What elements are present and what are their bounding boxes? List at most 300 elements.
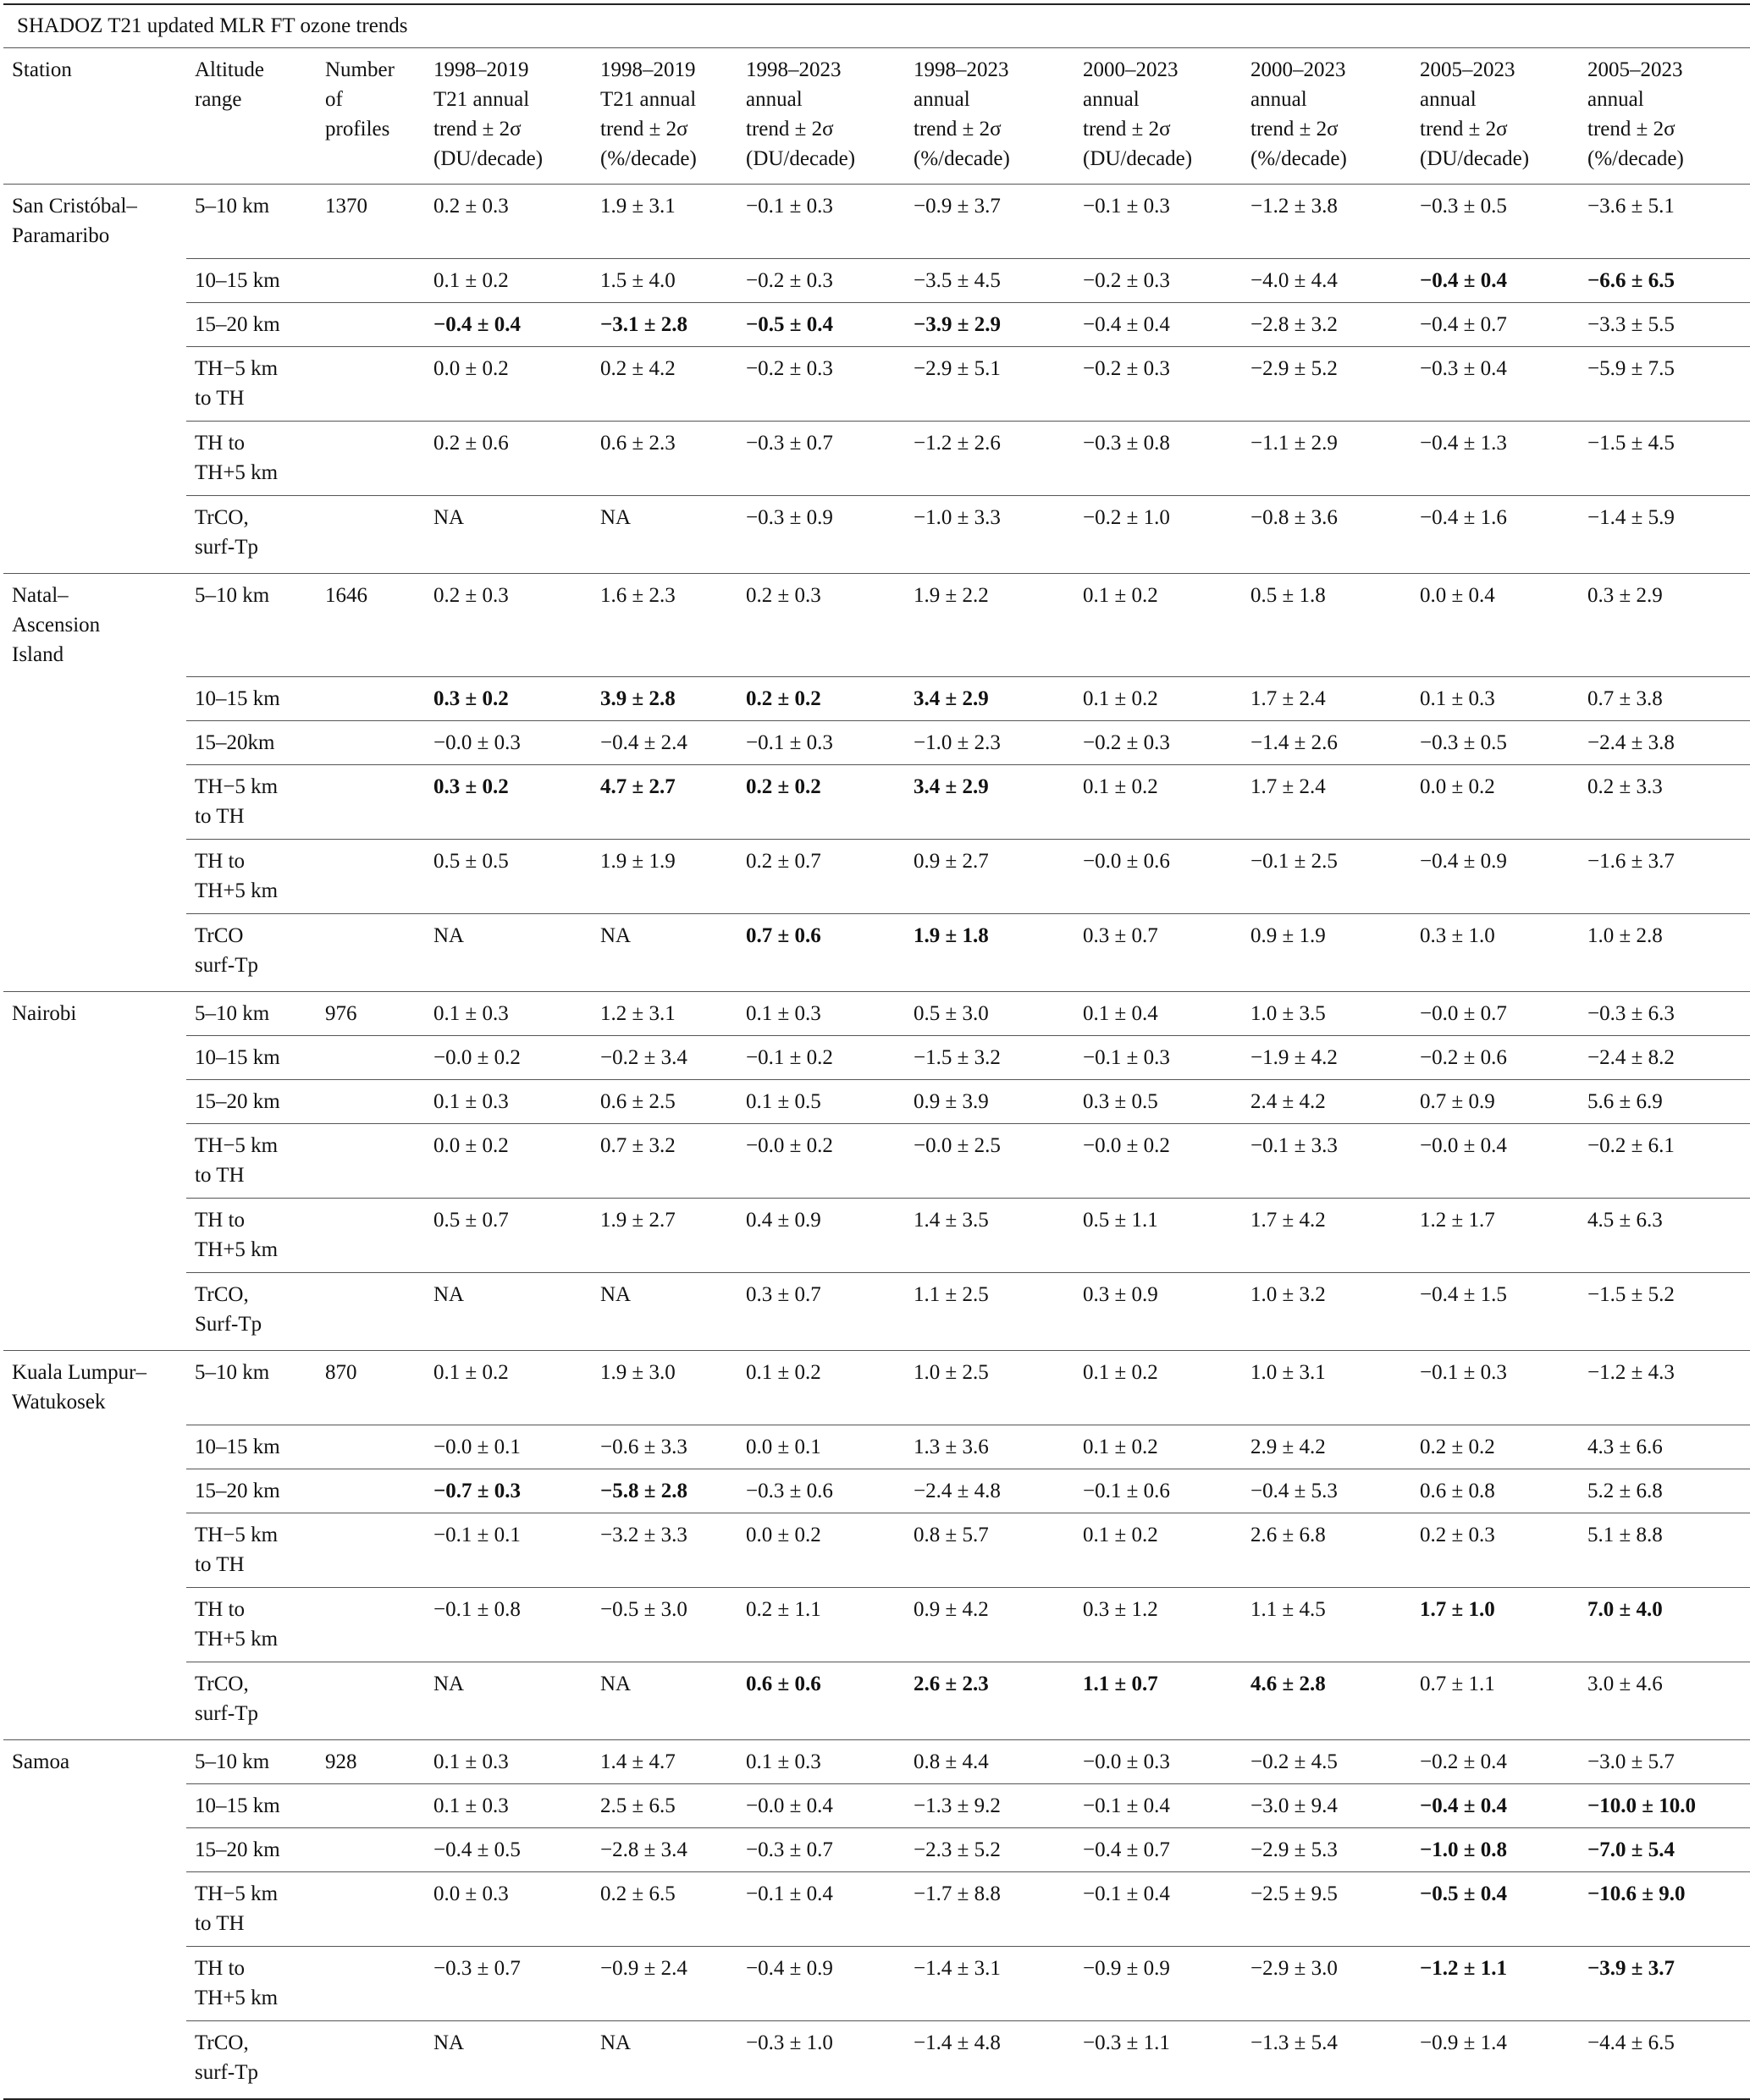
trend-value: −5.8 ± 2.8: [592, 1469, 737, 1513]
trend-value: 2.4 ± 4.2: [1242, 1080, 1411, 1124]
trend-value: −3.0 ± 9.4: [1242, 1784, 1411, 1828]
trend-value: 0.5 ± 1.1: [1074, 1199, 1242, 1273]
trend-value: −0.4 ± 0.9: [737, 1947, 905, 2021]
trend-value: 1.0 ± 2.8: [1579, 914, 1750, 992]
altitude-range: 5–10 km: [186, 574, 317, 677]
altitude-range: TH−5 km to TH: [186, 347, 317, 422]
altitude-range: TrCO surf-Tp: [186, 914, 317, 992]
trend-value: −1.7 ± 8.8: [905, 1872, 1074, 1947]
trend-value: 0.0 ± 0.2: [737, 1513, 905, 1588]
trend-value: NA: [425, 914, 592, 992]
trend-value: −1.4 ± 3.1: [905, 1947, 1074, 2021]
trend-value: −0.0 ± 0.2: [425, 1036, 592, 1080]
trend-value: 0.1 ± 0.2: [1074, 677, 1242, 721]
trend-value: 0.1 ± 0.3: [737, 1740, 905, 1784]
table-row: [3, 1273, 1750, 1351]
station-name: Natal– Ascension Island: [3, 574, 186, 992]
table-page: [3, 3, 1750, 2100]
table-row: [3, 496, 1750, 574]
trend-value: −0.4 ± 0.4: [1074, 303, 1242, 347]
station-name: Samoa: [3, 1740, 186, 2099]
trend-value: 1.0 ± 2.5: [905, 1351, 1074, 1425]
trend-value: −0.8 ± 3.6: [1242, 496, 1411, 574]
trend-value: 3.4 ± 2.9: [905, 677, 1074, 721]
trend-value: −3.9 ± 3.7: [1579, 1947, 1750, 2021]
profile-count: [317, 2021, 425, 2099]
trend-value: NA: [592, 496, 737, 574]
trend-value: 0.6 ± 0.8: [1411, 1469, 1579, 1513]
trend-value: −0.4 ± 1.6: [1411, 496, 1579, 574]
altitude-range: 5–10 km: [186, 1740, 317, 1784]
trend-value: 1.1 ± 2.5: [905, 1273, 1074, 1351]
table-row: [3, 721, 1750, 765]
trend-value: 1.9 ± 3.0: [592, 1351, 737, 1425]
trend-value: −0.3 ± 6.3: [1579, 992, 1750, 1036]
trend-value: 0.2 ± 0.2: [1411, 1425, 1579, 1469]
trend-value: −2.9 ± 5.1: [905, 347, 1074, 422]
table-row: [3, 1124, 1750, 1199]
trend-value: 5.2 ± 6.8: [1579, 1469, 1750, 1513]
profile-count: [317, 259, 425, 303]
trend-value: −0.0 ± 0.4: [1411, 1124, 1579, 1199]
trend-value: 0.2 ± 0.7: [737, 840, 905, 914]
trend-value: 0.3 ± 2.9: [1579, 574, 1750, 677]
trend-value: −0.2 ± 3.4: [592, 1036, 737, 1080]
trend-value: 1.2 ± 3.1: [592, 992, 737, 1036]
trend-value: 1.6 ± 2.3: [592, 574, 737, 677]
trend-value: 2.5 ± 6.5: [592, 1784, 737, 1828]
trend-value: 0.9 ± 4.2: [905, 1588, 1074, 1662]
trend-value: −10.6 ± 9.0: [1579, 1872, 1750, 1947]
profile-count: 870: [317, 1351, 425, 1425]
trend-value: −2.4 ± 3.8: [1579, 721, 1750, 765]
trend-value: −0.3 ± 0.7: [737, 422, 905, 496]
trend-value: 0.0 ± 0.2: [425, 1124, 592, 1199]
trend-value: −0.1 ± 0.1: [425, 1513, 592, 1588]
trend-value: 3.9 ± 2.8: [592, 677, 737, 721]
trend-value: 0.7 ± 0.9: [1411, 1080, 1579, 1124]
trend-value: 0.1 ± 0.3: [425, 1740, 592, 1784]
profile-count: [317, 721, 425, 765]
table-row: [3, 574, 1750, 677]
altitude-range: 15–20 km: [186, 1469, 317, 1513]
table-body: [3, 185, 1750, 2099]
trend-value: −2.9 ± 3.0: [1242, 1947, 1411, 2021]
trend-value: 0.6 ± 2.5: [592, 1080, 737, 1124]
trend-value: 1.2 ± 1.7: [1411, 1199, 1579, 1273]
trend-value: 1.1 ± 0.7: [1074, 1662, 1242, 1740]
trend-value: 0.1 ± 0.2: [1074, 574, 1242, 677]
profile-count: [317, 1273, 425, 1351]
table-row: [3, 2021, 1750, 2099]
trend-value: −0.0 ± 2.5: [905, 1124, 1074, 1199]
profile-count: [317, 914, 425, 992]
trend-value: 3.4 ± 2.9: [905, 765, 1074, 840]
trend-value: −1.2 ± 1.1: [1411, 1947, 1579, 2021]
trend-value: −2.3 ± 5.2: [905, 1828, 1074, 1872]
trend-value: 0.2 ± 0.6: [425, 422, 592, 496]
altitude-range: TH−5 km to TH: [186, 1872, 317, 1947]
trend-value: 0.3 ± 0.7: [737, 1273, 905, 1351]
table-row: [3, 1080, 1750, 1124]
trend-value: 0.5 ± 0.7: [425, 1199, 592, 1273]
trend-value: −1.4 ± 4.8: [905, 2021, 1074, 2099]
trend-value: −6.6 ± 6.5: [1579, 259, 1750, 303]
trend-value: 0.3 ± 0.9: [1074, 1273, 1242, 1351]
trend-value: −0.6 ± 3.3: [592, 1425, 737, 1469]
trend-value: 0.1 ± 0.2: [737, 1351, 905, 1425]
trend-value: −7.0 ± 5.4: [1579, 1828, 1750, 1872]
trend-value: 0.9 ± 2.7: [905, 840, 1074, 914]
trend-value: −3.0 ± 5.7: [1579, 1740, 1750, 1784]
trend-value: −0.3 ± 0.6: [737, 1469, 905, 1513]
altitude-range: 15–20km: [186, 721, 317, 765]
table-row: [3, 303, 1750, 347]
trend-value: −10.0 ± 10.0: [1579, 1784, 1750, 1828]
trend-value: 0.2 ± 0.2: [737, 765, 905, 840]
trend-value: −0.1 ± 0.2: [737, 1036, 905, 1080]
trend-value: 0.3 ± 0.2: [425, 677, 592, 721]
profile-count: [317, 1872, 425, 1947]
trend-value: −0.2 ± 0.3: [737, 259, 905, 303]
trend-value: −0.1 ± 0.3: [1411, 1351, 1579, 1425]
altitude-range: TrCO, surf-Tp: [186, 2021, 317, 2099]
trend-value: −0.2 ± 0.3: [737, 347, 905, 422]
trend-value: 2.9 ± 4.2: [1242, 1425, 1411, 1469]
trend-value: −0.9 ± 1.4: [1411, 2021, 1579, 2099]
table-row: [3, 1588, 1750, 1662]
altitude-range: TH to TH+5 km: [186, 422, 317, 496]
trend-value: −0.4 ± 5.3: [1242, 1469, 1411, 1513]
trend-value: −0.2 ± 6.1: [1579, 1124, 1750, 1199]
trend-value: −0.0 ± 0.6: [1074, 840, 1242, 914]
trend-value: −3.5 ± 4.5: [905, 259, 1074, 303]
profile-count: 1370: [317, 185, 425, 259]
trend-value: −0.3 ± 1.1: [1074, 2021, 1242, 2099]
trend-value: NA: [592, 914, 737, 992]
trend-value: −1.2 ± 2.6: [905, 422, 1074, 496]
trend-value: 0.8 ± 5.7: [905, 1513, 1074, 1588]
trend-value: −4.0 ± 4.4: [1242, 259, 1411, 303]
trend-value: 0.0 ± 0.4: [1411, 574, 1579, 677]
trend-value: −1.4 ± 5.9: [1579, 496, 1750, 574]
trend-value: 2.6 ± 2.3: [905, 1662, 1074, 1740]
profile-count: [317, 677, 425, 721]
station-name: Nairobi: [3, 992, 186, 1351]
profile-count: [317, 765, 425, 840]
trend-value: −2.8 ± 3.2: [1242, 303, 1411, 347]
altitude-range: TH to TH+5 km: [186, 1199, 317, 1273]
trend-value: 0.2 ± 0.3: [737, 574, 905, 677]
trend-value: 4.7 ± 2.7: [592, 765, 737, 840]
table-row: [3, 1036, 1750, 1080]
trend-value: −0.0 ± 0.2: [1074, 1124, 1242, 1199]
profile-count: [317, 1947, 425, 2021]
trend-value: 2.6 ± 6.8: [1242, 1513, 1411, 1588]
trend-value: −0.3 ± 0.7: [737, 1828, 905, 1872]
trend-value: NA: [425, 2021, 592, 2099]
column-header: 2000–2023 annual trend ± 2σ (DU/decade): [1074, 48, 1242, 185]
altitude-range: TH to TH+5 km: [186, 1947, 317, 2021]
trend-value: 0.6 ± 2.3: [592, 422, 737, 496]
trend-value: 1.5 ± 4.0: [592, 259, 737, 303]
altitude-range: TH to TH+5 km: [186, 840, 317, 914]
trend-value: 0.3 ± 0.2: [425, 765, 592, 840]
column-header: Altitude range: [186, 48, 317, 185]
column-header: 2005–2023 annual trend ± 2σ (DU/decade): [1411, 48, 1579, 185]
trend-value: −2.9 ± 5.3: [1242, 1828, 1411, 1872]
trend-value: 0.2 ± 0.3: [425, 574, 592, 677]
column-header: 2005–2023 annual trend ± 2σ (%/decade): [1579, 48, 1750, 185]
altitude-range: 15–20 km: [186, 1828, 317, 1872]
trend-value: −1.0 ± 2.3: [905, 721, 1074, 765]
trend-value: 0.3 ± 0.7: [1074, 914, 1242, 992]
trend-value: −0.3 ± 0.7: [425, 1947, 592, 2021]
altitude-range: TH−5 km to TH: [186, 765, 317, 840]
trend-value: −1.6 ± 3.7: [1579, 840, 1750, 914]
altitude-range: 10–15 km: [186, 677, 317, 721]
trend-value: −0.4 ± 1.3: [1411, 422, 1579, 496]
trend-value: 0.1 ± 0.2: [425, 259, 592, 303]
trend-value: 0.3 ± 1.0: [1411, 914, 1579, 992]
profile-count: [317, 1080, 425, 1124]
profile-count: [317, 347, 425, 422]
altitude-range: TrCO, surf-Tp: [186, 1662, 317, 1740]
trend-value: −0.1 ± 0.3: [737, 185, 905, 259]
trend-value: 0.1 ± 0.2: [425, 1351, 592, 1425]
trend-value: −0.2 ± 0.3: [1074, 259, 1242, 303]
trend-value: −0.3 ± 0.5: [1411, 721, 1579, 765]
trend-value: 0.2 ± 3.3: [1579, 765, 1750, 840]
altitude-range: TH−5 km to TH: [186, 1124, 317, 1199]
station-name: Kuala Lumpur– Watukosek: [3, 1351, 186, 1740]
altitude-range: 15–20 km: [186, 303, 317, 347]
trend-value: 1.7 ± 4.2: [1242, 1199, 1411, 1273]
trend-value: −0.1 ± 0.4: [737, 1872, 905, 1947]
table-row: [3, 1947, 1750, 2021]
trend-value: −3.9 ± 2.9: [905, 303, 1074, 347]
trend-value: −0.4 ± 0.9: [1411, 840, 1579, 914]
profile-count: [317, 1124, 425, 1199]
altitude-range: 5–10 km: [186, 992, 317, 1036]
trend-value: 1.3 ± 3.6: [905, 1425, 1074, 1469]
altitude-range: 10–15 km: [186, 1036, 317, 1080]
trend-value: −0.0 ± 0.7: [1411, 992, 1579, 1036]
altitude-range: TrCO, Surf-Tp: [186, 1273, 317, 1351]
trend-value: 0.2 ± 0.2: [737, 677, 905, 721]
trend-value: NA: [592, 1662, 737, 1740]
trend-value: 1.9 ± 2.7: [592, 1199, 737, 1273]
trend-value: 0.7 ± 3.8: [1579, 677, 1750, 721]
trend-value: −1.9 ± 4.2: [1242, 1036, 1411, 1080]
trend-value: 1.9 ± 1.9: [592, 840, 737, 914]
altitude-range: 5–10 km: [186, 185, 317, 259]
trend-value: −2.4 ± 4.8: [905, 1469, 1074, 1513]
trend-value: −1.4 ± 2.6: [1242, 721, 1411, 765]
trend-value: −0.0 ± 0.3: [1074, 1740, 1242, 1784]
trend-value: 0.1 ± 0.5: [737, 1080, 905, 1124]
trend-value: −0.1 ± 3.3: [1242, 1124, 1411, 1199]
trend-value: −1.5 ± 4.5: [1579, 422, 1750, 496]
trend-value: −0.2 ± 0.4: [1411, 1740, 1579, 1784]
table-row: [3, 347, 1750, 422]
trend-value: 0.0 ± 0.2: [425, 347, 592, 422]
trend-value: 0.1 ± 0.2: [1074, 1425, 1242, 1469]
trend-value: NA: [425, 1273, 592, 1351]
trend-value: −0.4 ± 2.4: [592, 721, 737, 765]
trend-value: −0.1 ± 0.3: [1074, 185, 1242, 259]
trend-value: 1.0 ± 3.5: [1242, 992, 1411, 1036]
profile-count: [317, 1469, 425, 1513]
altitude-range: TH−5 km to TH: [186, 1513, 317, 1588]
profile-count: [317, 1425, 425, 1469]
trend-value: 0.5 ± 3.0: [905, 992, 1074, 1036]
trend-value: 1.9 ± 3.1: [592, 185, 737, 259]
profile-count: [317, 1662, 425, 1740]
trend-value: −0.0 ± 0.3: [425, 721, 592, 765]
altitude-range: 10–15 km: [186, 259, 317, 303]
trend-value: −1.3 ± 9.2: [905, 1784, 1074, 1828]
trend-value: −0.9 ± 3.7: [905, 185, 1074, 259]
trend-value: −0.2 ± 0.3: [1074, 721, 1242, 765]
trend-value: −0.7 ± 0.3: [425, 1469, 592, 1513]
trend-value: 1.4 ± 3.5: [905, 1199, 1074, 1273]
trend-value: −1.5 ± 3.2: [905, 1036, 1074, 1080]
column-header: 1998–2023 annual trend ± 2σ (%/decade): [905, 48, 1074, 185]
trend-value: 4.3 ± 6.6: [1579, 1425, 1750, 1469]
trend-value: −0.0 ± 0.4: [737, 1784, 905, 1828]
trend-value: −0.1 ± 0.3: [1074, 1036, 1242, 1080]
column-header: Station: [3, 48, 186, 185]
trend-value: 0.1 ± 0.2: [1074, 1351, 1242, 1425]
profile-count: [317, 1036, 425, 1080]
trend-value: −0.2 ± 4.5: [1242, 1740, 1411, 1784]
trend-value: 4.6 ± 2.8: [1242, 1662, 1411, 1740]
trend-value: −0.0 ± 0.2: [737, 1124, 905, 1199]
trend-value: 1.1 ± 4.5: [1242, 1588, 1411, 1662]
trend-value: 0.5 ± 0.5: [425, 840, 592, 914]
trend-value: 1.9 ± 1.8: [905, 914, 1074, 992]
profile-count: [317, 840, 425, 914]
profile-count: [317, 422, 425, 496]
trend-value: 1.0 ± 3.2: [1242, 1273, 1411, 1351]
trend-value: −0.2 ± 1.0: [1074, 496, 1242, 574]
altitude-range: TrCO, surf-Tp: [186, 496, 317, 574]
table-row: [3, 914, 1750, 992]
table-row: [3, 1784, 1750, 1828]
trend-value: 0.7 ± 0.6: [737, 914, 905, 992]
trend-value: 0.1 ± 0.3: [425, 1784, 592, 1828]
trend-value: NA: [425, 1662, 592, 1740]
trend-value: 7.0 ± 4.0: [1579, 1588, 1750, 1662]
column-header: 1998–2019 T21 annual trend ± 2σ (DU/decade): [425, 48, 592, 185]
trend-value: −0.4 ± 0.7: [1411, 303, 1579, 347]
trend-value: −0.3 ± 0.8: [1074, 422, 1242, 496]
trend-value: 0.5 ± 1.8: [1242, 574, 1411, 677]
trend-value: 1.4 ± 4.7: [592, 1740, 737, 1784]
trend-value: −3.6 ± 5.1: [1579, 185, 1750, 259]
trend-value: 5.1 ± 8.8: [1579, 1513, 1750, 1588]
trend-value: −1.3 ± 5.4: [1242, 2021, 1411, 2099]
trend-value: −0.5 ± 3.0: [592, 1588, 737, 1662]
profile-count: [317, 1199, 425, 1273]
table-row: [3, 840, 1750, 914]
trend-value: −0.1 ± 0.4: [1074, 1784, 1242, 1828]
trend-value: −0.1 ± 0.4: [1074, 1872, 1242, 1947]
column-header: 2000–2023 annual trend ± 2σ (%/decade): [1242, 48, 1411, 185]
trend-value: 4.5 ± 6.3: [1579, 1199, 1750, 1273]
trend-value: −1.0 ± 3.3: [905, 496, 1074, 574]
table-row: [3, 765, 1750, 840]
trend-value: 0.8 ± 4.4: [905, 1740, 1074, 1784]
trend-value: −3.3 ± 5.5: [1579, 303, 1750, 347]
trend-value: −0.3 ± 0.5: [1411, 185, 1579, 259]
trend-value: −2.4 ± 8.2: [1579, 1036, 1750, 1080]
table-row: [3, 1351, 1750, 1425]
trend-value: 0.1 ± 0.4: [1074, 992, 1242, 1036]
trend-value: 0.2 ± 6.5: [592, 1872, 737, 1947]
station-name: San Cristóbal– Paramaribo: [3, 185, 186, 574]
table-row: [3, 1199, 1750, 1273]
trend-value: −4.4 ± 6.5: [1579, 2021, 1750, 2099]
trend-value: −0.5 ± 0.4: [737, 303, 905, 347]
trend-value: 0.0 ± 0.1: [737, 1425, 905, 1469]
trend-value: −0.1 ± 2.5: [1242, 840, 1411, 914]
trend-value: 1.7 ± 2.4: [1242, 765, 1411, 840]
trend-value: 0.2 ± 0.3: [1411, 1513, 1579, 1588]
trend-value: −5.9 ± 7.5: [1579, 347, 1750, 422]
altitude-range: TH to TH+5 km: [186, 1588, 317, 1662]
profile-count: [317, 496, 425, 574]
table-row: [3, 1872, 1750, 1947]
trend-value: −1.1 ± 2.9: [1242, 422, 1411, 496]
table-row: [3, 1662, 1750, 1740]
profile-count: 976: [317, 992, 425, 1036]
trend-value: 0.0 ± 0.2: [1411, 765, 1579, 840]
table-row: [3, 992, 1750, 1036]
header-row: [3, 48, 1750, 185]
trend-value: −2.8 ± 3.4: [592, 1828, 737, 1872]
table-row: [3, 677, 1750, 721]
altitude-range: 15–20 km: [186, 1080, 317, 1124]
trend-value: −2.5 ± 9.5: [1242, 1872, 1411, 1947]
trend-value: −0.4 ± 0.5: [425, 1828, 592, 1872]
table-row: [3, 1513, 1750, 1588]
trend-value: −3.2 ± 3.3: [592, 1513, 737, 1588]
table-row: [3, 1469, 1750, 1513]
column-header: Number of profiles: [317, 48, 425, 185]
trend-value: −0.3 ± 0.4: [1411, 347, 1579, 422]
trend-value: −0.4 ± 1.5: [1411, 1273, 1579, 1351]
table-row: [3, 1740, 1750, 1784]
trend-value: 0.2 ± 1.1: [737, 1588, 905, 1662]
trend-value: 3.0 ± 4.6: [1579, 1662, 1750, 1740]
trend-value: −1.5 ± 5.2: [1579, 1273, 1750, 1351]
trend-value: 0.1 ± 0.2: [1074, 1513, 1242, 1588]
column-header: 1998–2019 T21 annual trend ± 2σ (%/decade): [592, 48, 737, 185]
trend-value: −0.1 ± 0.3: [737, 721, 905, 765]
trend-value: 0.1 ± 0.3: [1411, 677, 1579, 721]
profile-count: 928: [317, 1740, 425, 1784]
trend-value: 1.7 ± 2.4: [1242, 677, 1411, 721]
altitude-range: 10–15 km: [186, 1784, 317, 1828]
trend-value: 1.0 ± 3.1: [1242, 1351, 1411, 1425]
trend-value: −1.2 ± 3.8: [1242, 185, 1411, 259]
trend-value: NA: [592, 1273, 737, 1351]
trend-value: 1.7 ± 1.0: [1411, 1588, 1579, 1662]
trend-value: 0.1 ± 0.3: [737, 992, 905, 1036]
trend-value: −2.9 ± 5.2: [1242, 347, 1411, 422]
